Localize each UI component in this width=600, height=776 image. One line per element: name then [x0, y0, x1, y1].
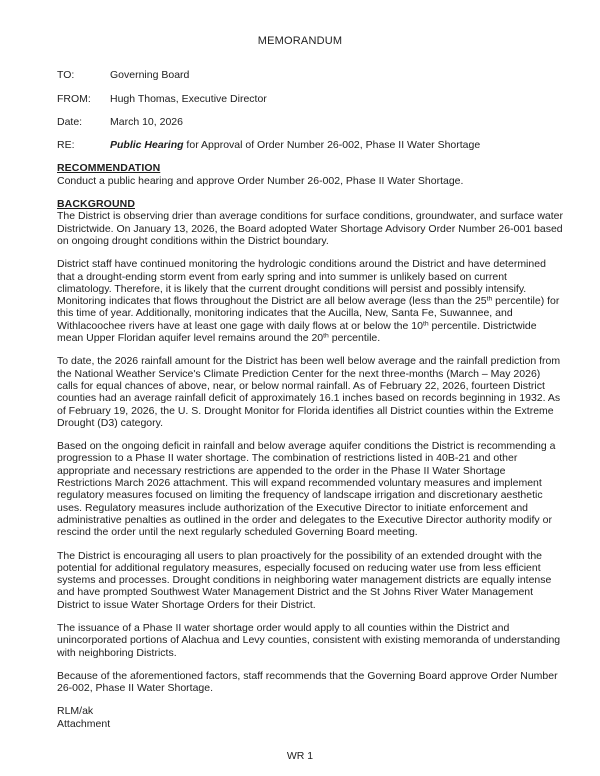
paragraph — [57, 622, 563, 659]
text-segment: Based on the ongoing deficit in rainfall and below average aquifer conditions the District is recommending a progression to a Phase II water shortage. The combination of restrictions listed in 40B-21 and other appropriate and necessary restrictions are appended to the order in the Phase II Water Shortage Restrictions March 2026 attachment. This will expand recommended voluntary measures and implement regulatory measures focused on limiting the frequency of landscape irrigation and discretionary aesthetic uses. Regulatory measures include authorization of the Executive Director to initiate enforcement and administrative penalties as outlined in the order and delegates to the Executive Director authority modify or rescind the order until the next regularly scheduled Governing Board meeting. — [57, 440, 556, 539]
attachment-note: Attachment — [57, 717, 111, 730]
memo-field-re — [57, 139, 563, 151]
memo-field-from — [57, 93, 563, 105]
text-segment: for Approval of Order Number 26-002, Phase II Water Shortage — [183, 139, 481, 152]
text-segment: To date, the 2026 rainfall amount for the District has been well below average and the rainfall prediction from the National Weather Service's Climate Prediction Center for the next three-months (March – May 2026) calls for equal chances of above, near, or below normal rainfall. As of February 22, 2026, fourteen District counties had an average rainfall deficit of approximately 16.1 inches based on records beginning in 1932. As of February 19, 2026, the U. S. Drought Monitor for Florida identifies all District counties within the Extreme Drought (D3) category. — [57, 355, 561, 429]
text-segment: Governing Board — [110, 69, 190, 82]
memo-field-date — [57, 116, 563, 128]
field-value-from — [110, 93, 563, 105]
paragraph — [57, 440, 563, 538]
superscript-text: th — [323, 332, 329, 340]
field-label-to: TO: — [57, 69, 75, 82]
paragraph — [57, 175, 563, 187]
text-segment: Conduct a public hearing and approve Order Number 26-002, Phase II Water Shortage. — [57, 174, 464, 187]
field-label-date: Date: — [57, 115, 83, 128]
text-segment: percentile) for this time of year. Additionally, monitoring indicates that the Aucilla, New, Santa Fe, Suwannee, and Withlacoochee rivers have at least one gage with daily flows at or below the 10 — [57, 295, 560, 332]
background-heading: BACKGROUND — [57, 198, 135, 211]
recommendation-body — [57, 175, 563, 187]
paragraph — [57, 210, 563, 247]
paragraph — [57, 670, 563, 695]
field-label-re: RE: — [57, 139, 75, 152]
section-background — [57, 198, 563, 694]
text-segment: Because of the aforementioned factors, staff recommends that the Governing Board approve Order Number 26-002, Phase II Water Shortage. — [57, 669, 558, 695]
signoff-block — [57, 705, 563, 730]
paragraph — [57, 355, 563, 429]
superscript-text: th — [422, 320, 429, 328]
memo-header-fields — [57, 69, 563, 151]
text-segment: District staff have continued monitoring the hydrologic conditions around the District and have determined that a drought-ending storm event from early spring and into summer is unlikely based on current climatology. Therefore, it is likely that the current drought conditions will persist and possibly intensify. Monitoring indicates that flows throughout the District are all below average (less than the 25 — [57, 258, 546, 308]
paragraph — [57, 258, 563, 344]
text-segment: The District is observing drier than average conditions for surface conditions, groundwater, and surface water Districtwide. On January 13, 2026, the Board adopted Water Shortage Advisory Order Number 26-001 based on ongoing drought conditions within the District boundary. — [57, 210, 564, 247]
paragraph — [57, 550, 563, 611]
section-recommendation — [57, 162, 563, 187]
text-segment: percentile. — [328, 332, 381, 345]
field-label-from: FROM: — [57, 92, 91, 105]
text-segment: percentile. Districtwide mean Upper Floridan aquifer level remains around the 20 — [57, 319, 537, 345]
field-value-to — [110, 69, 563, 81]
recommendation-heading: RECOMMENDATION — [57, 162, 161, 175]
text-segment: March 10, 2026 — [110, 115, 183, 128]
field-value-re — [110, 139, 563, 151]
typist-initials: RLM/ak — [57, 705, 94, 718]
page-number: WR 1 — [286, 749, 314, 762]
background-body — [57, 210, 563, 694]
text-segment: The issuance of a Phase II water shortage order would apply to all counties within the District and unincorporated portions of Alachua and Levy counties, consistent with existing memoranda of understanding with neighboring Districts. — [57, 621, 561, 659]
text-segment: The District is encouraging all users to plan proactively for the possibility of an extended drought with the potential for additional regulatory measures, especially focused on reducing water use from less efficient systems and processes. Drought conditions in neighboring water management districts are equally intense and have prompted Southwest Water Management District and the St Johns River Water Management District to issue Water Shortage Orders for their District. — [57, 549, 552, 611]
memo-field-to — [57, 69, 563, 81]
superscript-text: th — [486, 295, 493, 303]
field-value-date — [110, 116, 563, 128]
emphasized-text: Public Hearing — [110, 139, 184, 152]
memo-title: MEMORANDUM — [257, 35, 343, 47]
text-segment: Hugh Thomas, Executive Director — [110, 92, 267, 105]
